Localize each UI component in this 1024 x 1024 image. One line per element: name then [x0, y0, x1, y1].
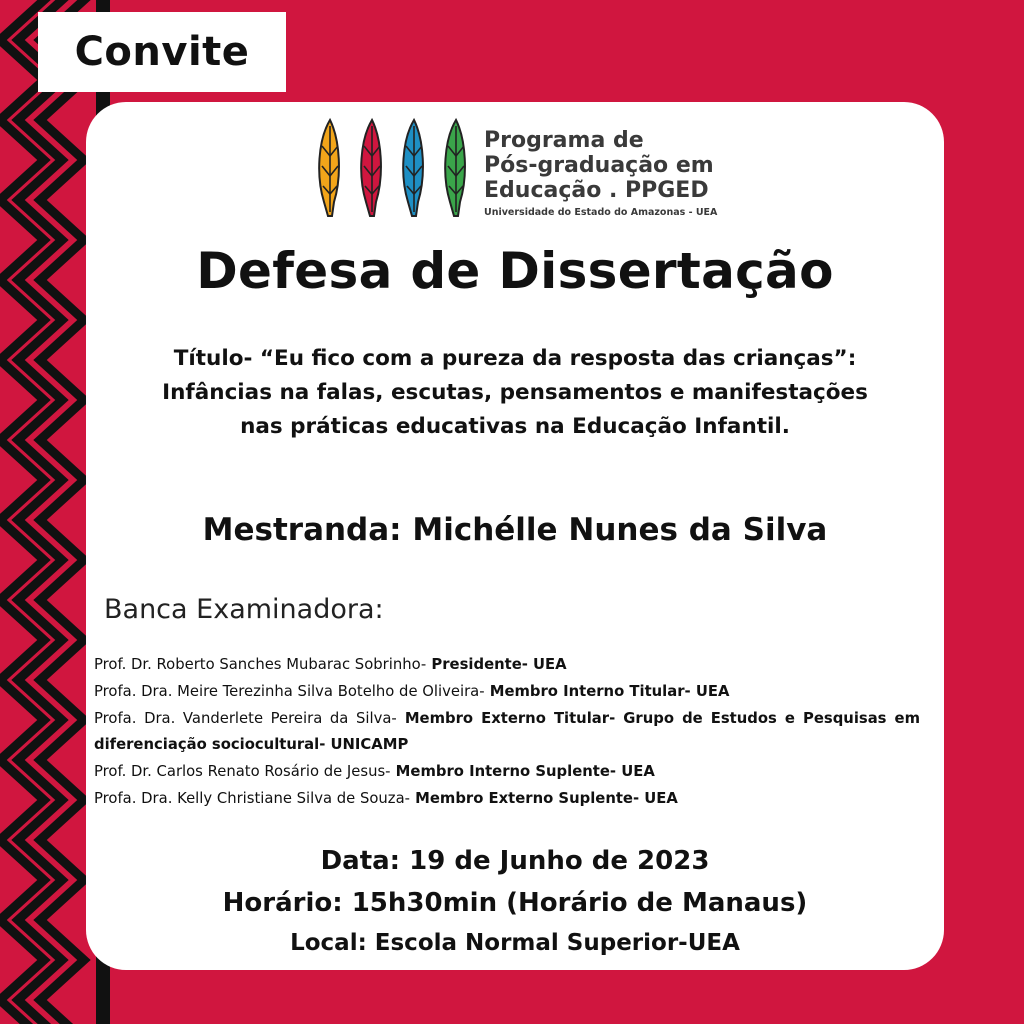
thesis-title [106, 342, 924, 444]
member-role: Membro Interno Suplente- UEA [390, 763, 655, 781]
logo-line-1: Programa de [484, 128, 644, 153]
committee-member [94, 652, 920, 679]
ppged-logo [310, 114, 730, 224]
member-role: Membro Interno Titular- UEA [484, 682, 730, 700]
feathers-icon [310, 116, 470, 220]
member-name: Prof. Dr. Carlos Renato Rosário de Jesus- [94, 763, 391, 781]
committee-list [94, 652, 920, 813]
member-name: Profa. Dra. Meire Terezinha Silva Botelho de Oliveira- [94, 682, 485, 700]
event-location: Local: Escola Normal Superior-UEA [290, 930, 740, 956]
thesis-line-2: Infâncias na falas, escutas, pensamentos e manifestações [162, 380, 868, 405]
logo-text [484, 128, 717, 218]
member-name: Prof. Dr. Roberto Sanches Mubarac Sobrinho- [94, 656, 427, 673]
committee-member [94, 679, 920, 706]
invite-badge [38, 12, 286, 92]
page-title: Defesa de Dissertação [196, 242, 834, 300]
member-role: Membro Externo Titular- Grupo de Estudos e Pesquisas em diferenciação sociocultural- UNICAMP [94, 709, 921, 754]
student-name: Mestranda: Michélle Nunes da Silva [202, 512, 828, 548]
committee-member [94, 706, 920, 760]
logo-subtitle: Universidade do Estado do Amazonas - UEA [484, 207, 718, 218]
event-date: Data: 19 de Junho de 2023 [320, 846, 710, 876]
member-role: Membro Externo Suplente- UEA [409, 789, 678, 807]
member-name: Profa. Dra. Vanderlete Pereira da Silva- [94, 709, 397, 727]
event-time: Horário: 15h30min (Horário de Manaus) [222, 888, 808, 918]
committee-heading: Banca Examinadora: [104, 594, 384, 625]
invite-badge-label: Convite [74, 29, 250, 75]
thesis-line-3: nas práticas educativas na Educação Infantil. [240, 414, 790, 439]
member-role: Presidente- UEA [426, 656, 567, 673]
committee-member [94, 759, 920, 786]
member-name: Profa. Dra. Kelly Christiane Silva de Souza- [94, 789, 410, 807]
thesis-line-1: Título- “Eu fico com a pureza da resposta das crianças”: [173, 346, 857, 371]
logo-line-3: Educação . PPGED [484, 178, 709, 203]
logo-line-2: Pós-graduação em [484, 153, 714, 178]
invite-card [86, 102, 944, 970]
committee-member [94, 786, 920, 813]
